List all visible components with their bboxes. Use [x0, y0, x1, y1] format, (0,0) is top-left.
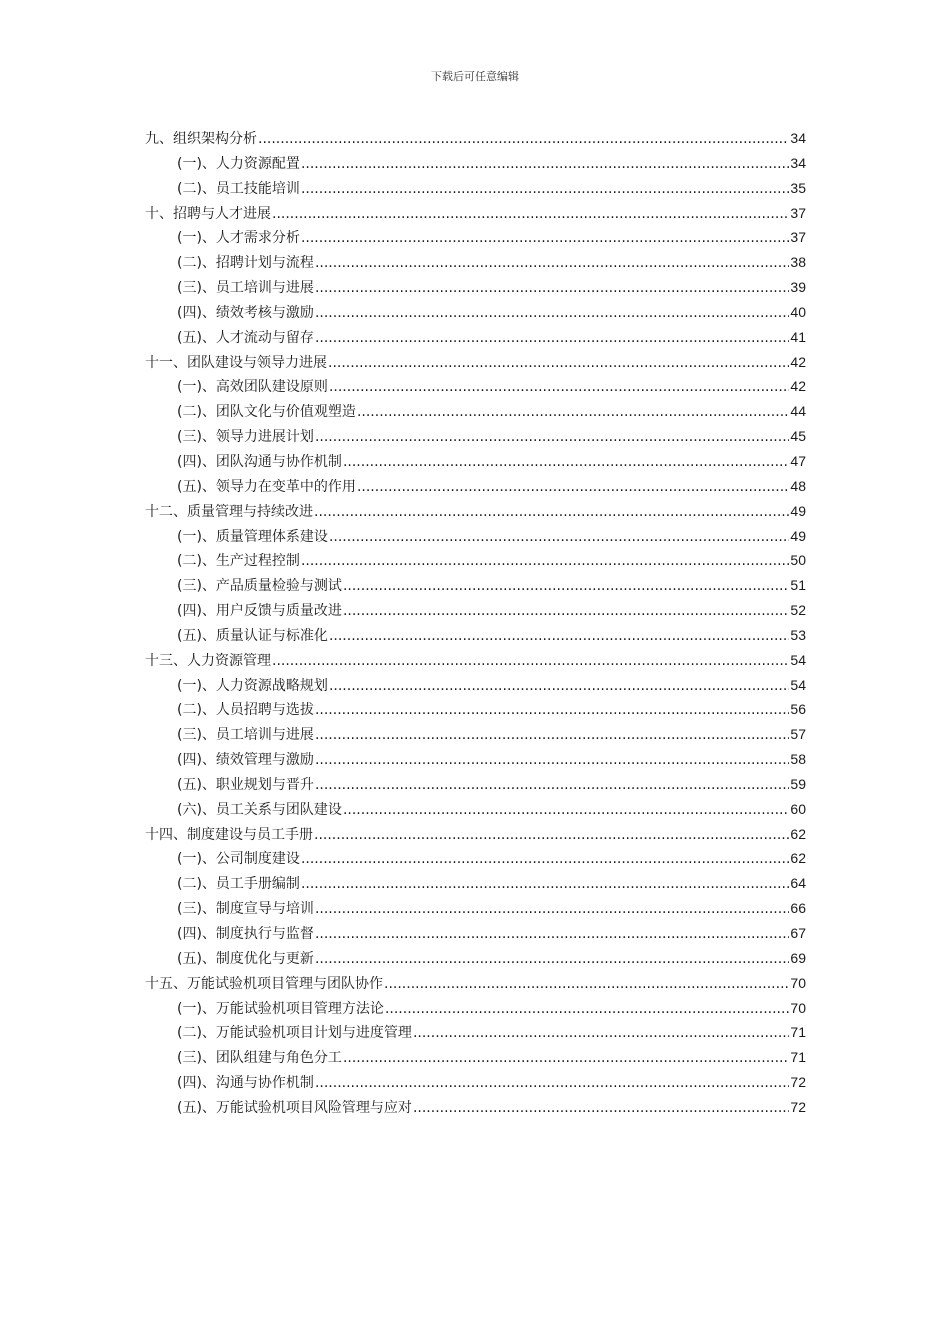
toc-entry-page: 72 [790, 1098, 806, 1115]
toc-entry-title: (二)、人员招聘与选拔 [177, 702, 314, 719]
toc-dot-leader [315, 922, 789, 947]
toc-entry-title: 十、招聘与人才进展 [145, 205, 271, 222]
toc-dot-leader [315, 326, 789, 351]
toc-entry-page: 49 [790, 502, 806, 519]
toc-entry-title: (六)、员工关系与团队建设 [177, 801, 342, 818]
toc-entry-title: (三)、员工培训与进展 [177, 280, 314, 297]
toc-entry-title: (一)、万能试验机项目管理方法论 [177, 1000, 384, 1017]
toc-entry-page: 62 [790, 825, 806, 842]
toc-entry-page: 57 [790, 726, 806, 743]
toc-dot-leader [329, 624, 789, 649]
toc-dot-leader [315, 947, 789, 972]
toc-entry-title: (一)、高效团队建设原则 [177, 379, 328, 396]
toc-entry[interactable] [145, 449, 806, 474]
toc-entry[interactable] [145, 474, 806, 499]
toc-entry-page: 67 [790, 925, 806, 941]
toc-dot-leader [315, 723, 789, 748]
toc-entry[interactable] [145, 1070, 806, 1095]
toc-dot-leader [315, 748, 789, 773]
toc-entry-page: 37 [790, 229, 806, 246]
toc-entry[interactable] [145, 598, 806, 623]
toc-entry-page: 58 [790, 751, 806, 768]
toc-entry-page: 64 [790, 875, 806, 892]
toc-entry[interactable] [145, 996, 806, 1021]
toc-dot-leader [272, 649, 789, 674]
toc-entry-page: 51 [790, 577, 806, 594]
toc-entry-title: (二)、万能试验机项目计划与进度管理 [177, 1025, 412, 1042]
toc-entry-title: (五)、质量认证与标准化 [177, 627, 328, 644]
toc-entry-title: (五)、万能试验机项目风险管理与应对 [177, 1099, 412, 1116]
toc-entry-page: 50 [790, 552, 806, 569]
toc-entry-title: (五)、职业规划与晋升 [177, 776, 314, 793]
toc-dot-leader [343, 574, 789, 599]
toc-entry[interactable] [145, 126, 806, 151]
toc-dot-leader [329, 375, 789, 400]
toc-dot-leader [301, 549, 789, 574]
toc-entry[interactable] [145, 573, 806, 598]
toc-dot-leader [343, 599, 789, 624]
toc-dot-leader [384, 972, 789, 997]
toc-entry[interactable] [145, 747, 806, 772]
toc-dot-leader [315, 698, 789, 723]
toc-entry[interactable] [145, 499, 806, 524]
toc-entry[interactable] [145, 772, 806, 797]
toc-entry-title: (三)、团队组建与角色分工 [177, 1050, 342, 1067]
toc-entry-title: (四)、制度执行与监督 [177, 926, 314, 942]
toc-entry[interactable] [145, 648, 806, 673]
toc-entry[interactable] [145, 946, 806, 971]
toc-entry-title: (四)、沟通与协作机制 [177, 1075, 314, 1092]
toc-entry-page: 49 [790, 527, 806, 544]
toc-entry-page: 37 [790, 204, 806, 221]
toc-dot-leader [343, 450, 789, 475]
toc-entry-title: (五)、人才流动与留存 [177, 329, 314, 346]
toc-entry-title: 十四、制度建设与员工手册 [145, 826, 313, 843]
page-header: 下载后可任意编辑 [431, 70, 519, 83]
toc-entry-page: 52 [790, 602, 806, 619]
toc-entry[interactable] [145, 399, 806, 424]
toc-dot-leader [315, 1071, 789, 1096]
toc-entry[interactable] [145, 350, 806, 375]
toc-entry-page: 34 [790, 154, 806, 171]
toc-entry[interactable] [145, 971, 806, 996]
toc-entry-title: (四)、绩效考核与激励 [177, 304, 314, 321]
toc-entry-page: 66 [790, 900, 806, 917]
toc-entry[interactable] [145, 524, 806, 549]
toc-entry-title: 十三、人力资源管理 [145, 652, 271, 669]
toc-entry[interactable] [145, 151, 806, 176]
toc-dot-leader [315, 425, 789, 450]
toc-entry-title: 九、组织架构分析 [145, 131, 257, 147]
toc-entry-page: 62 [790, 850, 806, 867]
toc-entry[interactable] [145, 871, 806, 896]
toc-entry-page: 71 [790, 1024, 806, 1041]
toc-entry-page: 45 [790, 428, 806, 445]
toc-entry-title: 十五、万能试验机项目管理与团队协作 [145, 975, 383, 992]
toc-dot-leader [315, 276, 789, 301]
toc-entry[interactable] [145, 797, 806, 822]
toc-dot-leader [314, 823, 789, 848]
toc-entry[interactable] [145, 424, 806, 449]
toc-entry-page: 54 [790, 651, 806, 668]
toc-dot-leader [301, 847, 789, 872]
toc-dot-leader [343, 1046, 789, 1071]
toc-entry-page: 42 [790, 353, 806, 370]
toc-entry-title: (五)、领导力在变革中的作用 [177, 478, 356, 495]
toc-entry-title: (二)、团队文化与价值观塑造 [177, 404, 356, 421]
toc-entry[interactable] [145, 921, 806, 946]
toc-entry-title: (二)、招聘计划与流程 [177, 255, 314, 272]
toc-entry-title: 十一、团队建设与领导力进展 [145, 354, 327, 371]
toc-dot-leader [258, 127, 789, 152]
toc-entry[interactable] [145, 374, 806, 399]
toc-dot-leader [315, 301, 789, 326]
toc-dot-leader [314, 500, 789, 525]
toc-dot-leader [301, 226, 789, 251]
toc-entry-page: 48 [790, 477, 806, 494]
toc-entry[interactable] [145, 1045, 806, 1070]
toc-dot-leader [329, 525, 789, 550]
toc-entry-title: (一)、人力资源战略规划 [177, 677, 328, 694]
toc-entry-page: 53 [790, 626, 806, 643]
toc-dot-leader [328, 351, 789, 376]
toc-dot-leader [301, 152, 789, 177]
toc-entry-page: 39 [790, 279, 806, 296]
toc-entry-page: 72 [790, 1074, 806, 1091]
toc-dot-leader [357, 475, 789, 500]
toc-entry-title: (二)、员工手册编制 [177, 876, 300, 893]
toc-entry-page: 35 [790, 179, 806, 196]
toc-entry-title: (一)、人力资源配置 [177, 155, 300, 172]
toc-entry[interactable] [145, 325, 806, 350]
toc-dot-leader [272, 202, 789, 227]
toc-entry[interactable] [145, 896, 806, 921]
toc-entry-page: 44 [790, 403, 806, 420]
toc-entry[interactable] [145, 300, 806, 325]
toc-entry-page: 47 [790, 452, 806, 469]
toc-entry[interactable] [145, 722, 806, 747]
toc-entry[interactable] [145, 176, 806, 201]
toc-entry[interactable] [145, 822, 806, 847]
toc-dot-leader [315, 251, 789, 276]
toc-dot-leader [413, 1096, 789, 1121]
toc-entry-title: (四)、用户反馈与质量改进 [177, 603, 342, 620]
toc-dot-leader [301, 872, 789, 897]
table-of-contents [145, 126, 806, 1120]
toc-entry-title: (五)、制度优化与更新 [177, 950, 314, 967]
toc-entry-title: (三)、产品质量检验与测试 [177, 578, 342, 595]
toc-entry-page: 70 [790, 974, 806, 991]
toc-entry-title: (四)、团队沟通与协作机制 [177, 453, 342, 470]
toc-entry-title: (二)、员工技能培训 [177, 180, 300, 197]
toc-entry[interactable] [145, 275, 806, 300]
toc-dot-leader [301, 177, 789, 202]
toc-entry-title: (三)、领导力进展计划 [177, 429, 314, 446]
toc-entry[interactable] [145, 548, 806, 573]
toc-entry-page: 71 [790, 1049, 806, 1066]
toc-dot-leader [329, 674, 789, 699]
toc-entry-title: (一)、公司制度建设 [177, 851, 300, 868]
toc-entry-title: (三)、员工培训与进展 [177, 727, 314, 744]
toc-entry-page: 54 [790, 676, 806, 693]
toc-dot-leader [315, 773, 789, 798]
toc-entry-title: (二)、生产过程控制 [177, 553, 300, 570]
toc-entry-title: (四)、绩效管理与激励 [177, 752, 314, 769]
toc-dot-leader [357, 400, 789, 425]
toc-entry[interactable] [145, 1020, 806, 1045]
toc-dot-leader [413, 1021, 789, 1046]
toc-entry-page: 70 [790, 999, 806, 1016]
toc-entry-page: 60 [790, 800, 806, 817]
toc-entry-page: 56 [790, 701, 806, 718]
toc-entry-title: (一)、质量管理体系建设 [177, 528, 328, 545]
toc-entry-page: 38 [790, 254, 806, 271]
toc-entry-page: 40 [790, 303, 806, 320]
toc-entry-page: 42 [790, 378, 806, 395]
toc-entry[interactable] [145, 201, 806, 226]
toc-entry-page: 69 [790, 949, 806, 966]
toc-entry-title: 十二、质量管理与持续改进 [145, 503, 313, 520]
toc-entry-title: (三)、制度宣导与培训 [177, 901, 314, 918]
toc-entry[interactable] [145, 623, 806, 648]
toc-entry[interactable] [145, 225, 806, 250]
toc-entry-page: 59 [790, 775, 806, 792]
toc-dot-leader [343, 798, 789, 823]
toc-entry[interactable] [145, 846, 806, 871]
toc-entry-page: 41 [790, 328, 806, 345]
toc-entry-page: 34 [790, 130, 806, 146]
toc-entry[interactable] [145, 1095, 806, 1120]
toc-entry[interactable] [145, 697, 806, 722]
toc-entry[interactable] [145, 250, 806, 275]
toc-entry[interactable] [145, 673, 806, 698]
toc-dot-leader [385, 997, 789, 1022]
toc-entry-title: (一)、人才需求分析 [177, 230, 300, 247]
toc-dot-leader [315, 897, 789, 922]
